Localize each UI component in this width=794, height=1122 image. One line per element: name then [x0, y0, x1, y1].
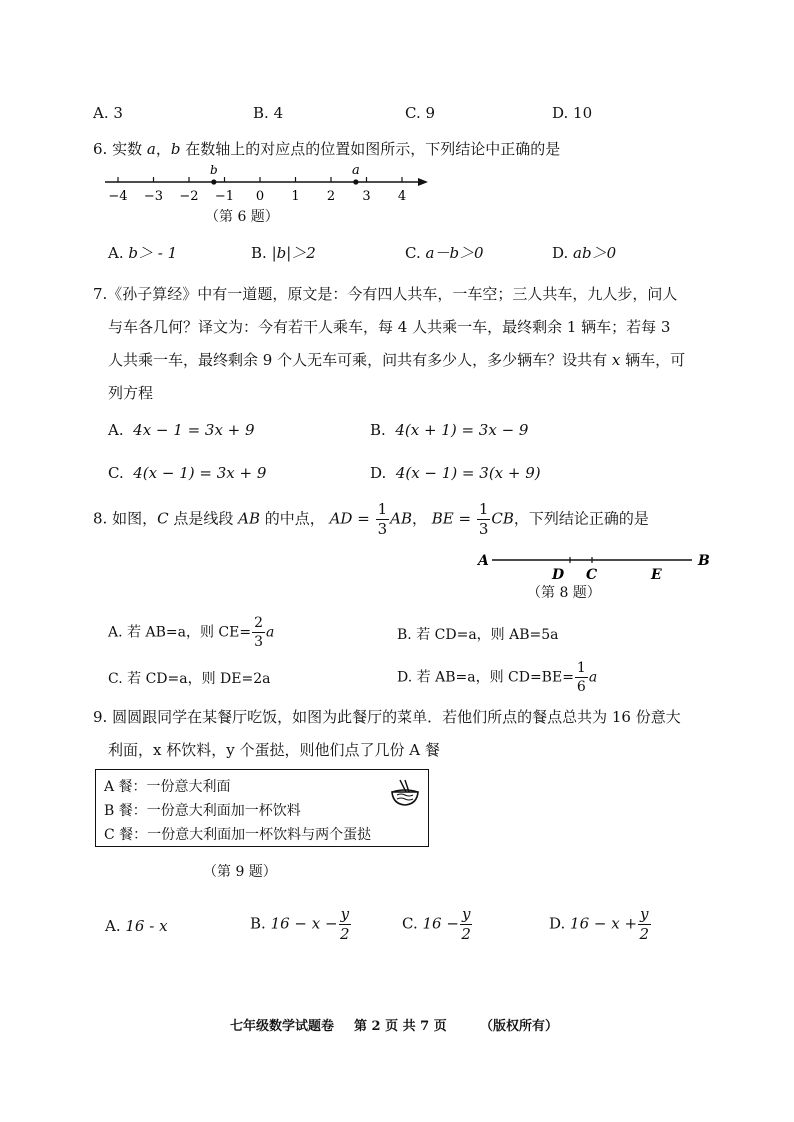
footer-page: 第 2 页 共 7 页: [354, 1019, 447, 1034]
footer-title: 七年级数学试题卷: [230, 1019, 335, 1034]
q9-line2: 利面，x 杯饮料，y 个蛋挞，则他们点了几份 A 餐: [108, 741, 440, 759]
tick-label: 0: [255, 189, 265, 204]
tick-label: 2: [326, 189, 336, 204]
q8-stem: 8. 如图，C 点是线段 AB 的中点， AD = $\frac{1}{3}$ AB， BE = $\frac{1}{3}$ CB，下列结论正确的是: [93, 500, 649, 538]
q6-caption: （第 6 题）: [205, 209, 279, 225]
point-b-label: b: [210, 163, 218, 177]
tick-label: 3: [362, 189, 371, 204]
q7-option-b: B. 4(x + 1) = 3x − 9: [370, 421, 529, 439]
q7-line1: 7.《孙子算经》中有一道题，原文是：今有四人共车，一车空；三人共车，九人步，问人: [93, 285, 678, 303]
q7-option-d: D. 4(x − 1) = 3(x + 9): [370, 464, 541, 482]
number-line-figure: [100, 160, 440, 206]
q5-option-a: A. 3: [93, 104, 123, 122]
footer-rights: （版权所有）: [480, 1019, 559, 1034]
fraction-one-third-1: $\frac{1}{3}$: [377, 500, 388, 538]
menu-item-c: C 餐：一份意大利面加一杯饮料与两个蛋挞: [104, 827, 372, 843]
tick-label: −1: [214, 189, 235, 204]
tick-label: 1: [291, 189, 300, 204]
q8-option-d: D. 若 AB=a，则 CD=BE= $\frac{1}{6}$ a: [397, 660, 598, 695]
q7-line3: 人共乘一车，最终剩余 9 个人无车可乘，问共有多少人，多少辆车？设共有 x 辆车，可: [108, 351, 686, 369]
q6-stem: 6. 实数 a，b 在数轴上的对应点的位置如图所示，下列结论中正确的是: [93, 140, 561, 158]
q7-line4: 列方程: [108, 384, 154, 402]
q5-option-d: D. 10: [552, 104, 593, 122]
q9-caption: （第 9 题）: [203, 864, 277, 880]
q5-option-b: B. 4: [253, 104, 284, 122]
tick-label: 4: [397, 189, 407, 204]
tick-label: −2: [179, 189, 199, 204]
menu-item-a: A 餐：一份意大利面: [104, 779, 231, 795]
label-d: D: [552, 567, 565, 583]
q7-option-a: A. 4x − 1 = 3x + 9: [108, 421, 255, 439]
q8-option-c: C. 若 CD=a，则 DE=2a: [108, 671, 271, 687]
q6-option-c: C. a－b＞0: [405, 244, 484, 262]
point-a-label: a: [351, 163, 360, 178]
point-b: [211, 179, 216, 184]
noodle-bowl-icon: [388, 778, 422, 808]
q7-line2: 与车各几何？译文为：今有若干人乘车，每 4 人共乘一车，最终剩余 1 辆车；若每 3: [108, 318, 671, 336]
number-line-arrow: [418, 178, 428, 186]
q8-option-a: A. 若 AB=a，则 CE= $\frac{2}{3}$ a: [108, 615, 275, 650]
menu-box: [95, 769, 429, 847]
tick-label: −4: [108, 189, 128, 204]
q6-option-d: D. ab＞0: [552, 244, 617, 262]
q9-line1: 9. 圆圆跟同学在某餐厅吃饭，如图为此餐厅的菜单．若他们所点的餐点总共为 16 份意大: [93, 708, 681, 726]
q9-option-a: A. 16 - x: [105, 917, 168, 935]
menu-item-b: B 餐：一份意大利面加一杯饮料: [104, 803, 301, 819]
label-a: A: [478, 553, 489, 569]
q8-option-b: B. 若 CD=a，则 AB=5a: [397, 627, 559, 643]
q5-option-c: C. 9: [405, 104, 436, 122]
point-a: [353, 179, 358, 184]
q9-option-b: B. 16 − x − $\frac{y}{2}$: [250, 905, 350, 943]
q9-option-d: D. 16 − x + $\frac{y}{2}$: [549, 905, 650, 943]
label-c: C: [586, 567, 598, 583]
q6-option-b: B. |b|＞2: [251, 244, 316, 262]
q6-option-a: A. b＞ - 1: [108, 244, 178, 262]
label-e: E: [651, 567, 662, 583]
q7-option-c: C. 4(x − 1) = 3x + 9: [108, 464, 267, 482]
fraction-one-third-2: $\frac{1}{3}$: [478, 500, 489, 538]
tick-label: −3: [143, 189, 164, 204]
label-b: B: [698, 553, 710, 569]
q9-option-c: C. 16 − $\frac{y}{2}$: [402, 905, 471, 943]
q8-caption: （第 8 题）: [527, 585, 601, 601]
